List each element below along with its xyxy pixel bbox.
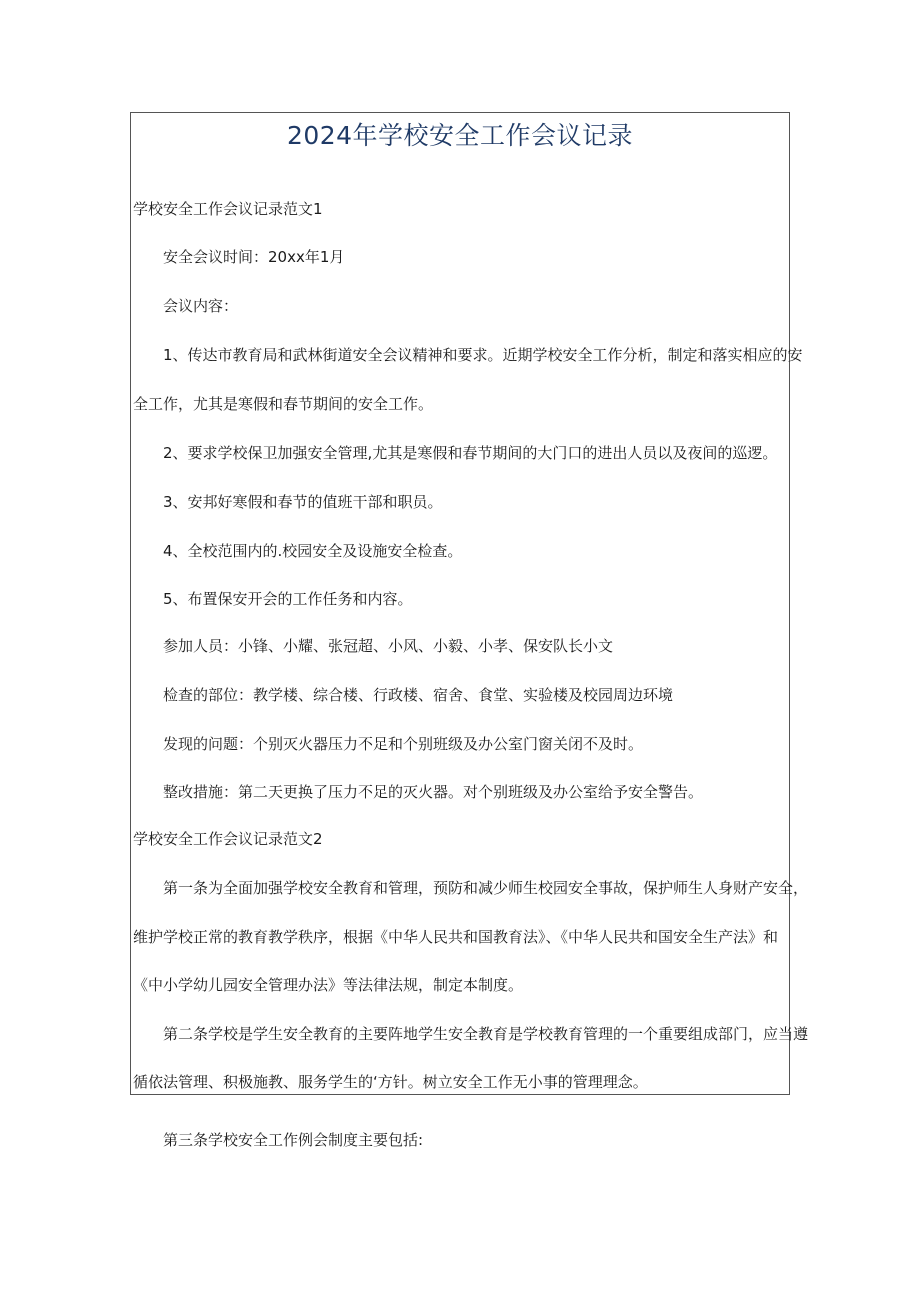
paragraph-line: 循依法管理、积极施教、服务学生的‘方针。树立安全工作无小事的管理理念。 [133, 1073, 648, 1091]
document-title: 2024年学校安全工作会议记录 [286, 121, 634, 150]
paragraph-line: 第三条学校安全工作例会制度主要包括: [163, 1131, 424, 1149]
paragraph-line: 1、传达市教育局和武林街道安全会议精神和要求。近期学校安全工作分析，制定和落实相应的安 [163, 346, 803, 364]
paragraph-line: 2、要求学校保卫加强安全管理,尤其是寒假和春节期间的大门口的进出人员以及夜间的巡逻。 [163, 444, 778, 462]
inspected-areas: 检查的部位：教学楼、综合楼、行政楼、宿舍、食堂、实验楼及校园周边环境 [163, 686, 674, 704]
section-heading-1: 学校安全工作会议记录范文1 [133, 200, 323, 218]
section-heading-2: 学校安全工作会议记录范文2 [133, 830, 323, 848]
corrective-measures: 整改措施：第二天更换了压力不足的灭火器。对个别班级及办公室给予安全警告。 [163, 783, 704, 801]
paragraph-line: 全工作，尤其是寒假和春节期间的安全工作。 [133, 395, 434, 413]
paragraph-line: 第一条为全面加强学校安全教育和管理，预防和减少师生校园安全事故，保护师生人身财产安全， [163, 879, 809, 897]
paragraph-line: 4、全校范围内的.校园安全及设施安全检查。 [163, 542, 463, 560]
meeting-content-label: 会议内容： [163, 297, 239, 315]
participants: 参加人员：小锋、小耀、张冠超、小风、小毅、小孝、保安队长小文 [163, 637, 614, 655]
meeting-time: 安全会议时间：20xx年1月 [163, 248, 345, 266]
paragraph-line: 第二条学校是学生安全教育的主要阵地学生安全教育是学校教育管理的一个重要组成部门，应当遵 [163, 1025, 809, 1043]
paragraph-line: 5、布置保安开会的工作任务和内容。 [163, 590, 413, 608]
paragraph-line: 3、安邦好寒假和春节的值班干部和职员。 [163, 493, 443, 511]
paragraph-line: 维护学校正常的教育教学秩序，根据《中华人民共和国教育法》、《中华人民共和国安全生产法》和 [133, 928, 779, 946]
paragraph-line: 《中小学幼儿园安全管理办法》等法律法规，制定本制度。 [133, 976, 524, 994]
issues-found: 发现的问题：个别灭火器压力不足和个别班级及办公室门窗关闭不及时。 [163, 735, 644, 753]
